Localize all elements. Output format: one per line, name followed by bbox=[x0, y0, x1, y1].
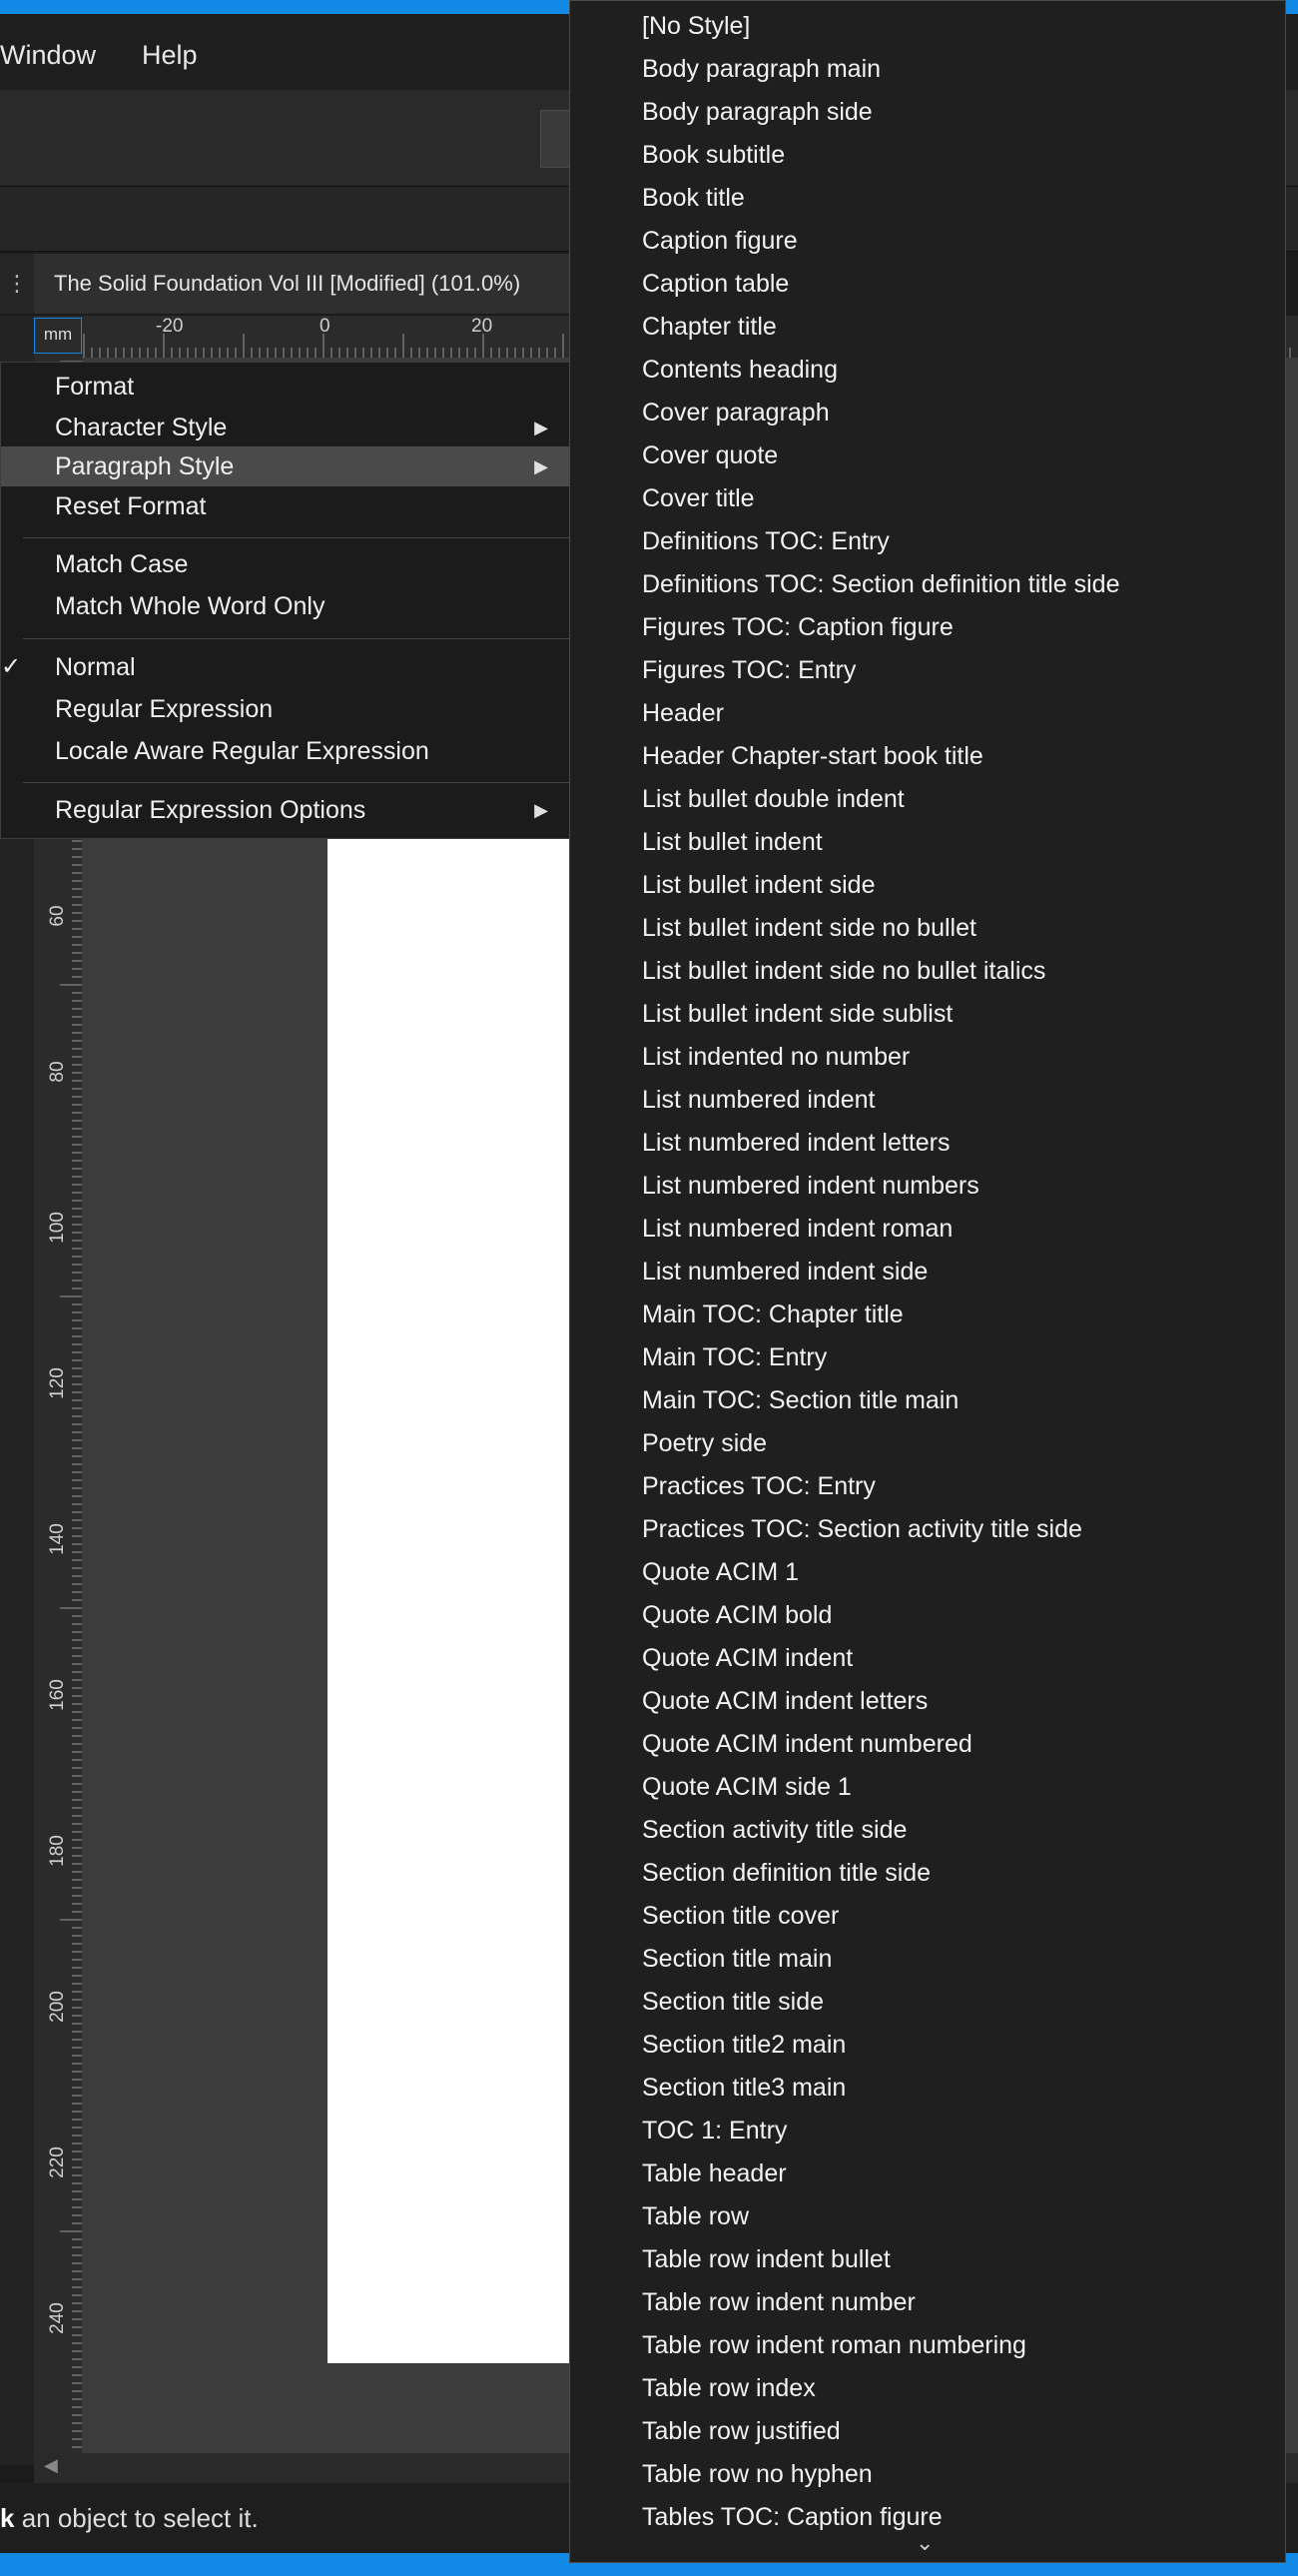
paragraph-style-item[interactable]: Tables TOC: Caption figure bbox=[642, 2503, 943, 2531]
paragraph-style-item[interactable]: Quote ACIM bold bbox=[642, 1601, 833, 1629]
menu-item-label: Character Style bbox=[55, 414, 228, 441]
scroll-left-icon[interactable]: ◀ bbox=[44, 2455, 58, 2475]
menu-item-paragraph-style[interactable] bbox=[1, 446, 570, 486]
paragraph-style-item[interactable]: Body paragraph side bbox=[642, 98, 873, 126]
paragraph-style-item[interactable]: List numbered indent roman bbox=[642, 1215, 954, 1243]
ruler-label: 80 bbox=[47, 1061, 68, 1083]
menu-item-locale-aware-regex[interactable] bbox=[1, 731, 570, 771]
paragraph-style-item[interactable]: Table row no hyphen bbox=[642, 2460, 873, 2488]
ruler-label: 180 bbox=[47, 1835, 68, 1867]
paragraph-style-item[interactable]: List bullet indent side no bullet italics bbox=[642, 957, 1046, 985]
paragraph-style-item[interactable]: Section title2 main bbox=[642, 2031, 847, 2059]
paragraph-style-item[interactable]: Table row indent bullet bbox=[642, 2245, 891, 2273]
paragraph-style-item[interactable]: List numbered indent letters bbox=[642, 1129, 951, 1157]
paragraph-style-item[interactable]: List numbered indent numbers bbox=[642, 1172, 979, 1200]
paragraph-style-item[interactable]: Cover paragraph bbox=[642, 399, 830, 427]
ruler-label: 220 bbox=[47, 2147, 68, 2178]
paragraph-style-item[interactable]: Main TOC: Section title main bbox=[642, 1386, 960, 1414]
menu-item-label: Regular Expression bbox=[55, 695, 274, 723]
ruler-unit-selector[interactable]: mm bbox=[34, 318, 82, 354]
paragraph-style-item[interactable]: Header Chapter-start book title bbox=[642, 742, 983, 770]
paragraph-style-item[interactable]: Section activity title side bbox=[642, 1816, 908, 1844]
menu-item-label: Format bbox=[55, 373, 135, 401]
paragraph-style-item[interactable]: Section title side bbox=[642, 1988, 825, 2016]
paragraph-style-item[interactable]: List bullet indent side sublist bbox=[642, 1000, 954, 1028]
paragraph-style-item[interactable]: Section title3 main bbox=[642, 2074, 847, 2102]
ruler-label: 100 bbox=[47, 1212, 68, 1244]
submenu-arrow-icon: ▶ bbox=[534, 418, 548, 437]
menu-item-label: Reset Format bbox=[55, 492, 207, 520]
menu-item-match-whole-word[interactable] bbox=[1, 586, 570, 626]
paragraph-style-item[interactable]: TOC 1: Entry bbox=[642, 2117, 788, 2145]
menu-item-format[interactable] bbox=[1, 367, 570, 407]
paragraph-style-item[interactable]: Definitions TOC: Section definition title side bbox=[642, 570, 1120, 598]
paragraph-style-item[interactable]: Quote ACIM side 1 bbox=[642, 1773, 852, 1801]
ruler-label: 240 bbox=[47, 2302, 68, 2334]
paragraph-style-item[interactable]: Figures TOC: Caption figure bbox=[642, 613, 954, 641]
paragraph-style-item[interactable]: Body paragraph main bbox=[642, 55, 882, 83]
paragraph-style-submenu bbox=[569, 0, 1286, 2563]
scroll-down-chevron-icon[interactable]: ⌄ bbox=[916, 2530, 935, 2555]
paragraph-style-item[interactable]: Table row justified bbox=[642, 2417, 841, 2445]
paragraph-style-item[interactable]: Cover title bbox=[642, 484, 755, 512]
paragraph-style-item[interactable]: Practices TOC: Section activity title side bbox=[642, 1515, 1082, 1543]
paragraph-style-item[interactable]: Table row indent roman numbering bbox=[642, 2331, 1026, 2359]
paragraph-style-item[interactable]: Definitions TOC: Entry bbox=[642, 527, 890, 555]
check-icon: ✓ bbox=[1, 653, 22, 680]
paragraph-style-item[interactable]: Contents heading bbox=[642, 356, 838, 384]
menu-separator bbox=[23, 638, 570, 639]
paragraph-style-item[interactable]: Header bbox=[642, 699, 724, 727]
menu-help[interactable]: Help bbox=[142, 40, 198, 70]
menu-item-match-case[interactable] bbox=[1, 544, 570, 584]
menu-item-normal[interactable] bbox=[1, 647, 570, 687]
ruler-label: 120 bbox=[47, 1367, 68, 1399]
menu-item-label: Paragraph Style bbox=[55, 452, 235, 480]
paragraph-style-item[interactable]: Caption figure bbox=[642, 227, 798, 255]
paragraph-style-item[interactable]: List bullet indent side bbox=[642, 871, 876, 899]
status-bold-text: k bbox=[0, 2503, 15, 2533]
paragraph-style-item[interactable]: Table header bbox=[642, 2159, 787, 2187]
paragraph-style-item[interactable]: Quote ACIM indent letters bbox=[642, 1687, 929, 1715]
menu-item-reset-format[interactable] bbox=[1, 486, 570, 526]
menu-item-label: Locale Aware Regular Expression bbox=[55, 737, 429, 765]
menu-item-character-style[interactable] bbox=[1, 408, 570, 447]
menu-item-label: Match Case bbox=[55, 550, 189, 578]
paragraph-style-item[interactable]: Quote ACIM indent numbered bbox=[642, 1730, 973, 1758]
submenu-arrow-icon: ▶ bbox=[534, 800, 548, 820]
menu-item-label: Regular Expression Options bbox=[55, 796, 366, 824]
paragraph-style-item[interactable]: Section title main bbox=[642, 1945, 833, 1973]
paragraph-style-item[interactable]: Cover quote bbox=[642, 441, 779, 469]
ruler-label: 200 bbox=[47, 1991, 68, 2023]
paragraph-style-item[interactable]: Caption table bbox=[642, 270, 790, 298]
paragraph-style-item[interactable]: List numbered indent bbox=[642, 1086, 876, 1114]
menu-separator bbox=[23, 782, 570, 783]
ruler-label: 20 bbox=[471, 316, 493, 337]
paragraph-style-item[interactable]: Table row index bbox=[642, 2374, 816, 2402]
paragraph-style-item[interactable]: Table row indent number bbox=[642, 2288, 916, 2316]
find-options-menu bbox=[0, 362, 571, 839]
paragraph-style-item[interactable]: List numbered indent side bbox=[642, 1258, 929, 1286]
toolbar-button[interactable] bbox=[540, 110, 572, 168]
paragraph-style-item[interactable]: List bullet double indent bbox=[642, 785, 905, 813]
paragraph-style-item[interactable]: Poetry side bbox=[642, 1429, 768, 1457]
paragraph-style-item[interactable]: List bullet indent side no bullet bbox=[642, 914, 976, 942]
paragraph-style-list bbox=[570, 5, 1285, 2539]
menu-item-label: Normal bbox=[55, 653, 136, 681]
paragraph-style-item[interactable]: [No Style] bbox=[642, 12, 751, 40]
ruler-label: 60 bbox=[47, 905, 68, 927]
paragraph-style-item[interactable]: Section title cover bbox=[642, 1902, 840, 1930]
menu-item-regex-options[interactable] bbox=[1, 790, 570, 830]
menu-item-regular-expression[interactable] bbox=[1, 689, 570, 729]
ruler-label: 160 bbox=[47, 1679, 68, 1711]
paragraph-style-item[interactable]: Main TOC: Entry bbox=[642, 1343, 828, 1371]
paragraph-style-item[interactable]: Quote ACIM 1 bbox=[642, 1558, 800, 1586]
paragraph-style-item[interactable]: Book title bbox=[642, 184, 745, 212]
paragraph-style-item[interactable]: Section definition title side bbox=[642, 1859, 932, 1887]
paragraph-style-item[interactable]: Quote ACIM indent bbox=[642, 1644, 854, 1672]
ruler-label: -20 bbox=[156, 316, 184, 337]
menu-item-label: Match Whole Word Only bbox=[55, 592, 325, 620]
ruler-label: 140 bbox=[47, 1523, 68, 1555]
paragraph-style-item[interactable]: List bullet indent bbox=[642, 828, 823, 856]
paragraph-style-item[interactable]: Figures TOC: Entry bbox=[642, 656, 857, 684]
paragraph-style-item[interactable]: Table row bbox=[642, 2202, 749, 2230]
paragraph-style-item[interactable]: Main TOC: Chapter title bbox=[642, 1300, 904, 1328]
panel-grip-icon[interactable]: ⋮ bbox=[0, 254, 34, 314]
document-tab[interactable]: The Solid Foundation Vol III [Modified] (101.0%) bbox=[34, 254, 593, 314]
submenu-arrow-icon: ▶ bbox=[534, 456, 548, 476]
paragraph-style-item[interactable]: Practices TOC: Entry bbox=[642, 1472, 876, 1500]
menu-separator bbox=[23, 537, 570, 538]
status-text: an object to select it. bbox=[14, 2503, 259, 2533]
paragraph-style-item[interactable]: Book subtitle bbox=[642, 141, 786, 169]
menu-window[interactable]: Window bbox=[0, 40, 97, 70]
paragraph-style-item[interactable]: Chapter title bbox=[642, 313, 777, 341]
ruler-label: 0 bbox=[320, 316, 330, 337]
paragraph-style-item[interactable]: List indented no number bbox=[642, 1043, 911, 1071]
